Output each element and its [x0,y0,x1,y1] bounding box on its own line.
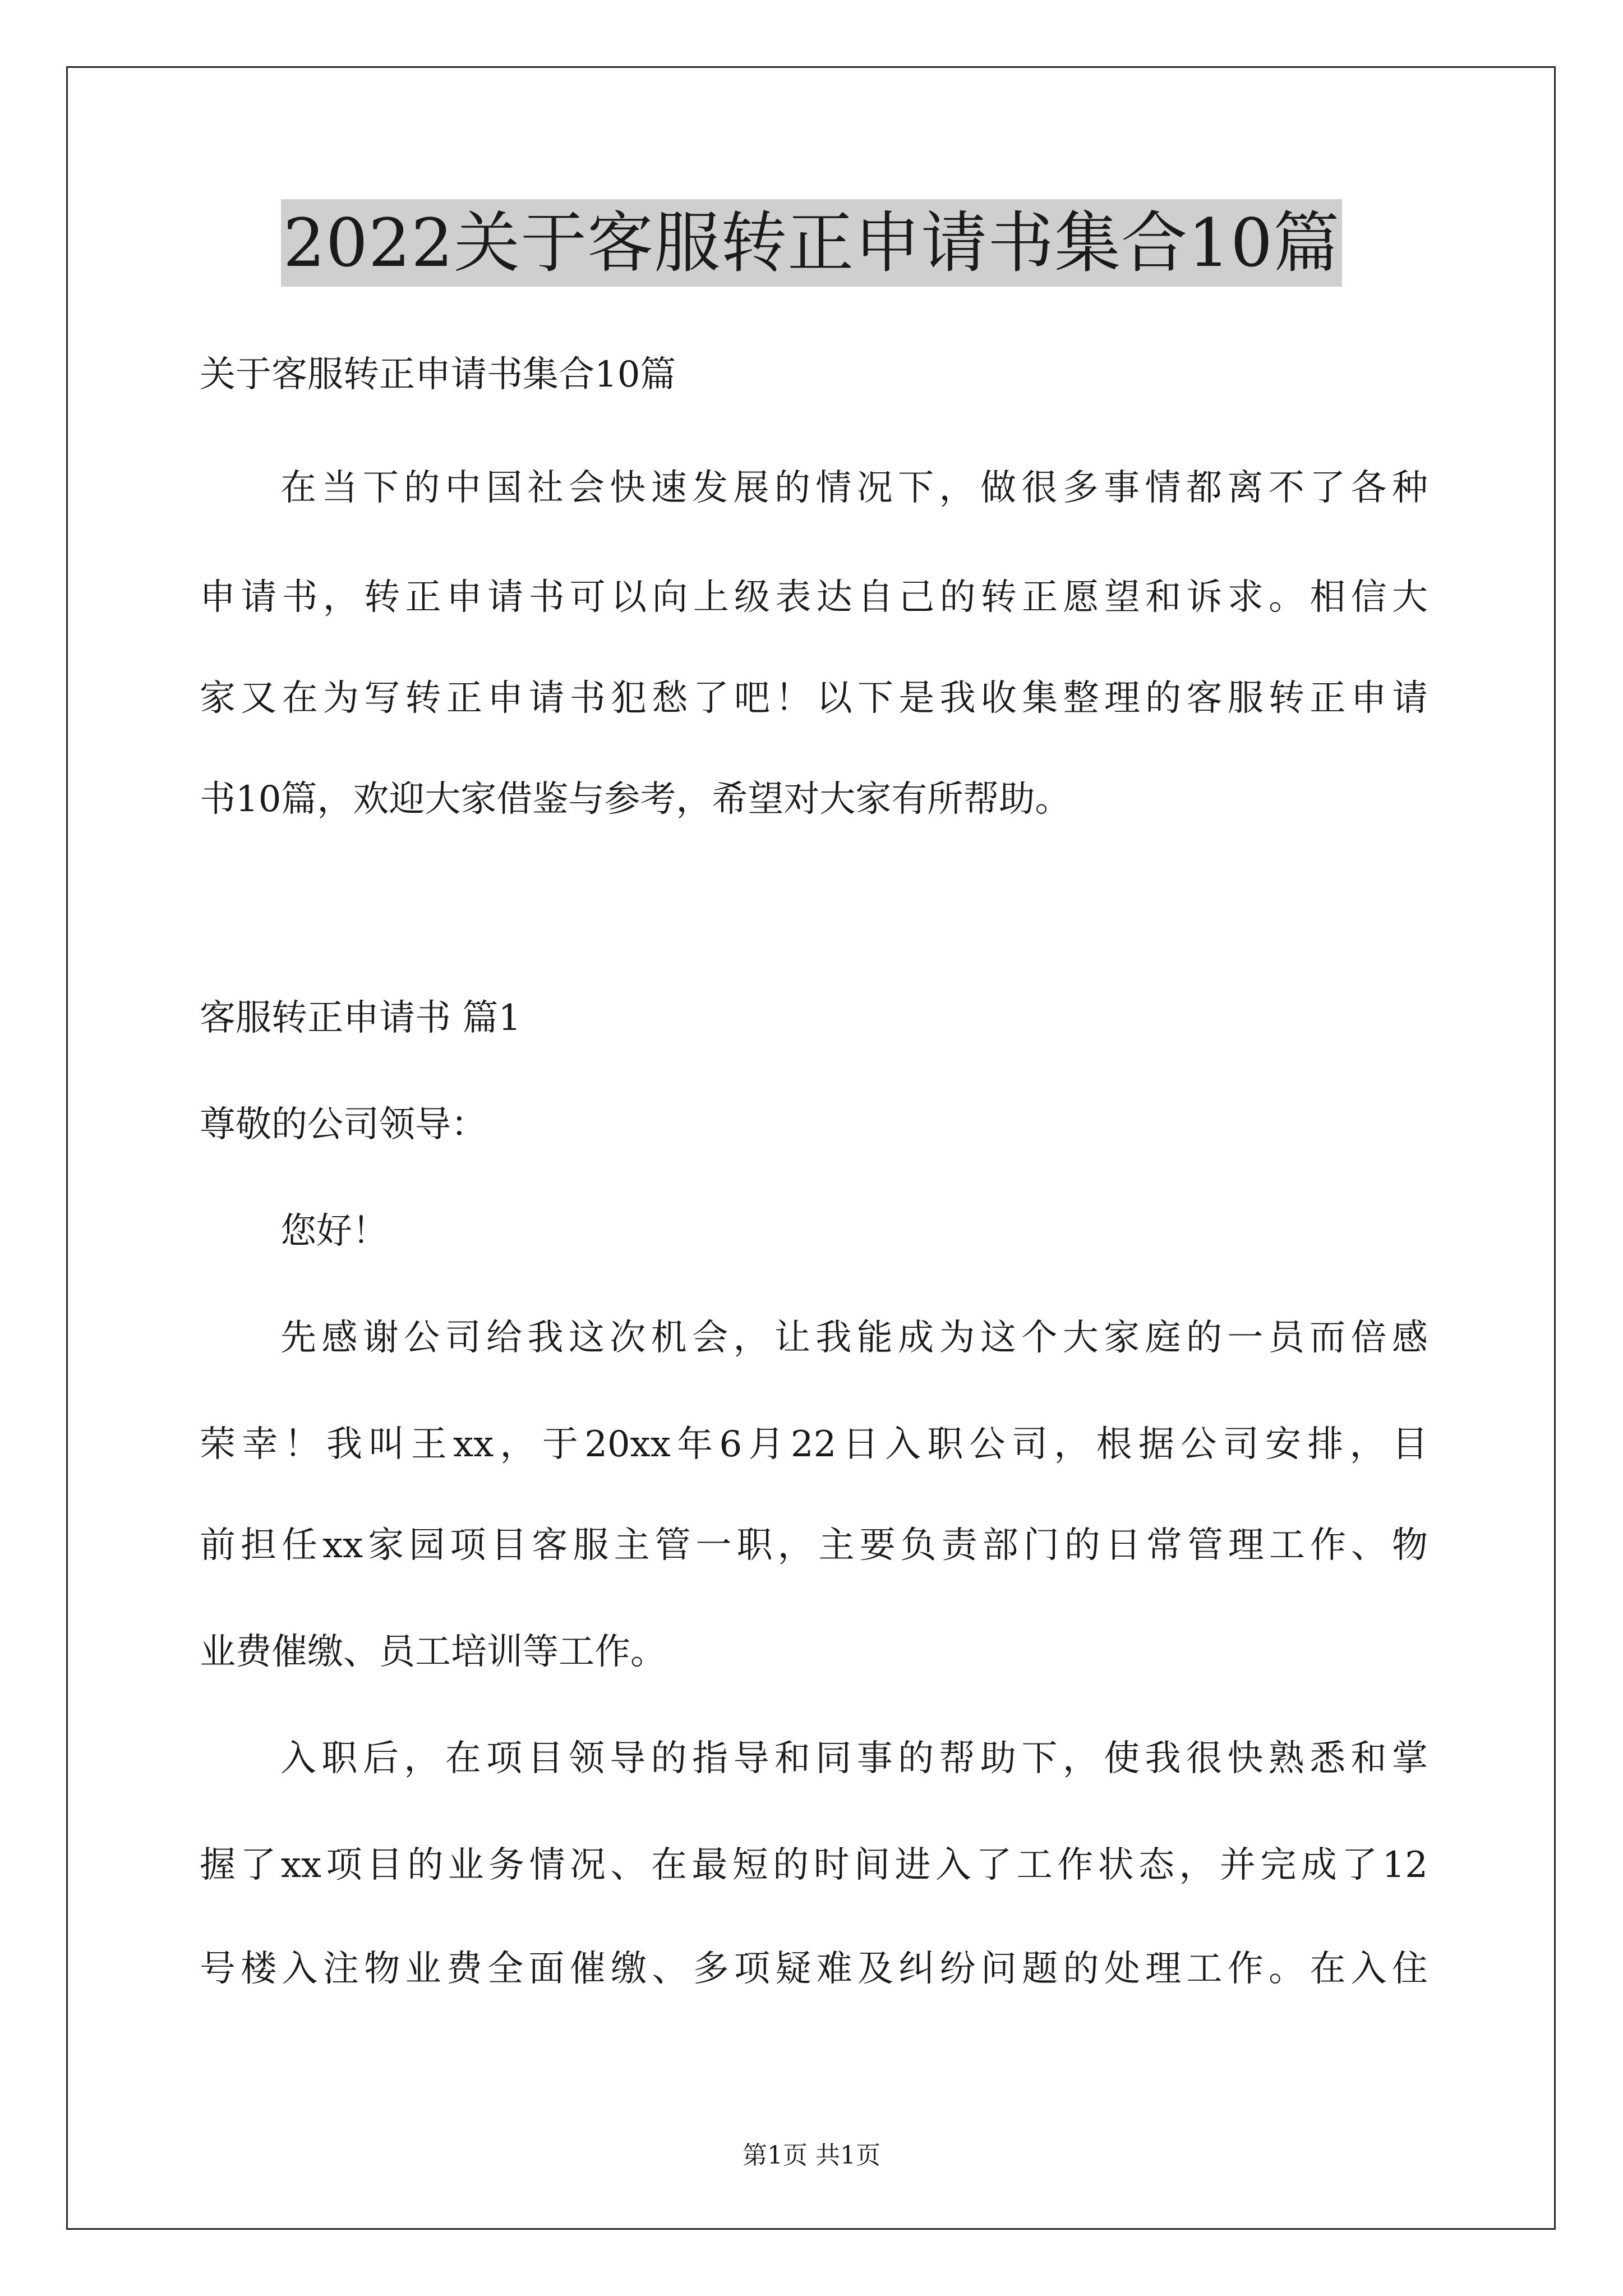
paragraph1-line-4: 业费催缴、员工培训等工作。 [200,1631,666,1673]
intro-line-1: 在当下的中国社会快速发展的情况下，做很多事情都离不了各种 [280,467,1428,509]
salutation: 尊敬的公司领导： [200,1104,487,1145]
paragraph1-line-2: 荣幸！我叫王xx，于20xx年6月22日入职公司，根据公司安排，目 [200,1424,1428,1465]
intro-line-2: 申请书，转正申请书可以向上级表达自己的转正愿望和诉求。相信大 [200,577,1428,618]
paragraph2-line-3: 号楼入注物业费全面催缴、多项疑难及纠纷问题的处理工作。在入住 [200,1948,1428,1990]
section-heading: 客服转正申请书 篇1 [200,997,522,1039]
paragraph2-line-1: 入职后，在项目领导的指导和同事的帮助下，使我很快熟悉和掌 [280,1738,1428,1779]
greeting: 您好！ [280,1211,388,1252]
title-container [0,199,1623,287]
paragraph2-line-2: 握了xx项目的业务情况、在最短的时间进入了工作状态，并完成了12 [200,1844,1428,1886]
document-subtitle: 关于客服转正申请书集合10篇 [200,354,676,395]
paragraph1-line-1: 先感谢公司给我这次机会，让我能成为这个大家庭的一员而倍感 [280,1317,1428,1359]
intro-line-4: 书10篇，欢迎大家借鉴与参考，希望对大家有所帮助。 [200,779,1071,820]
paragraph1-line-3: 前担任xx家园项目客服主管一职，主要负责部门的日常管理工作、物 [200,1525,1428,1566]
intro-line-3: 家又在为写转正申请书犯愁了吧！以下是我收集整理的客服转正申请 [200,678,1428,719]
document-title: 2022关于客服转正申请书集合10篇 [281,199,1342,287]
page-footer: 第1页 共1页 [743,2141,880,2170]
